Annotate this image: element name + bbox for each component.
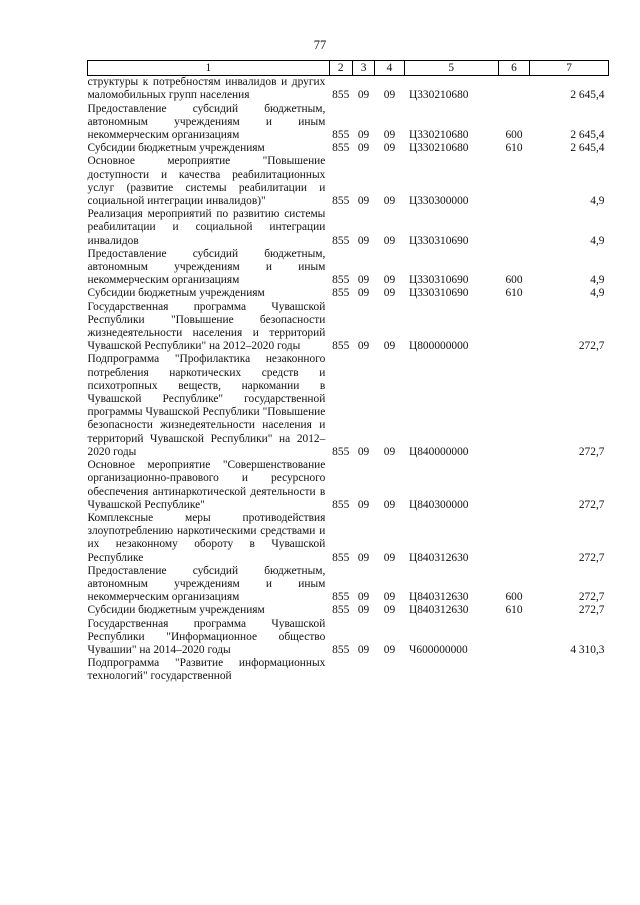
cell-expense-type: 610 — [505, 142, 523, 155]
table-row — [88, 512, 609, 565]
cell-target-article: Ц330310690 — [409, 274, 469, 287]
cell-subsection: 09 — [383, 591, 396, 604]
cell-name: Субсидии бюджетным учреждениям — [87, 287, 265, 300]
table-row — [88, 76, 609, 103]
cell-section: 09 — [357, 234, 370, 247]
cell-subsection: 09 — [383, 643, 396, 656]
cell-amount: 2 645,4 — [570, 89, 605, 102]
cell-grbs: 855 — [332, 551, 350, 564]
table-row — [88, 618, 609, 658]
cell-target-article: Ц330210680 — [409, 129, 469, 142]
table-row — [88, 301, 609, 354]
cell-subsection: 09 — [383, 340, 396, 353]
cell-grbs: 855 — [332, 234, 350, 247]
cell-section: 09 — [357, 195, 370, 208]
cell-target-article: Ц840312630 — [409, 591, 469, 604]
column-header: 1 — [88, 61, 330, 76]
cell-name: Реализация мероприятий по развитию системы реабилитации и социальной интеграции инвалидов — [87, 208, 326, 247]
cell-expense-type — [498, 208, 529, 248]
cell-grbs: 855 — [332, 643, 350, 656]
cell-expense-type — [498, 512, 529, 565]
cell-target-article: Ц330310690 — [409, 287, 469, 300]
table-row — [88, 142, 609, 155]
cell-amount: 2 645,4 — [570, 129, 605, 142]
cell-target-article: Ц330210680 — [409, 142, 469, 155]
cell-target-article: Ц840000000 — [409, 445, 469, 458]
cell-subsection: 09 — [383, 142, 396, 155]
header-row — [88, 61, 609, 76]
cell-subsection: 09 — [383, 551, 396, 564]
cell-name: Предоставление субсидий бюджетным, автономным учреждениям и иным некоммерческим организациям — [87, 564, 326, 604]
cell-name: Государственная программа Чувашской Республики "Информационное общество Чувашии" на 2014–2020 годы — [87, 617, 326, 656]
cell-name: Основное мероприятие "Совершенствование организационно-правового и ресурсного обеспечения антинаркотической деятельности в Чувашской Республике" — [87, 459, 326, 511]
cell-grbs: 855 — [332, 445, 350, 458]
table-row — [88, 565, 609, 605]
cell-grbs: 855 — [332, 274, 350, 287]
cell-section: 09 — [357, 643, 370, 656]
cell-target-article: Ц330310690 — [409, 234, 469, 247]
column-header: 4 — [375, 61, 404, 76]
cell-target-article: Ц840312630 — [409, 604, 469, 617]
cell-subsection: 09 — [383, 287, 396, 300]
cell-name: Субсидии бюджетным учреждениям — [87, 604, 265, 617]
cell-name: Подпрограмма "Развитие информационных технологий" государственной — [87, 657, 326, 683]
cell-grbs: 855 — [332, 89, 350, 102]
cell-grbs — [329, 657, 352, 683]
cell-section: 09 — [357, 551, 370, 564]
cell-grbs: 855 — [332, 195, 350, 208]
cell-grbs: 855 — [332, 129, 350, 142]
column-header: 5 — [404, 61, 498, 76]
table-row — [88, 103, 609, 143]
cell-amount: 2 645,4 — [570, 142, 605, 155]
cell-subsection: 09 — [383, 89, 396, 102]
cell-target-article: Ц330300000 — [409, 195, 469, 208]
cell-subsection: 09 — [383, 445, 396, 458]
column-header: 7 — [530, 61, 609, 76]
cell-section: 09 — [357, 142, 370, 155]
cell-section — [352, 657, 375, 683]
cell-amount: 272,7 — [578, 591, 605, 604]
cell-amount: 4,9 — [590, 287, 605, 300]
cell-name: Предоставление субсидий бюджетным, автономным учреждениям и иным некоммерческим организациям — [87, 247, 326, 287]
cell-section: 09 — [357, 129, 370, 142]
cell-grbs: 855 — [332, 591, 350, 604]
cell-section: 09 — [357, 591, 370, 604]
cell-amount: 272,7 — [578, 551, 605, 564]
cell-expense-type — [498, 618, 529, 658]
cell-expense-type — [498, 301, 529, 354]
cell-subsection — [375, 657, 404, 683]
cell-name: структуры к потребностям инвалидов и других маломобильных групп населения — [87, 76, 326, 102]
table-row — [88, 353, 609, 459]
cell-expense-type — [498, 76, 529, 103]
cell-name: Субсидии бюджетным учреждениям — [87, 142, 265, 155]
cell-section: 09 — [357, 89, 370, 102]
cell-amount: 272,7 — [578, 498, 605, 511]
cell-expense-type — [498, 459, 529, 512]
cell-amount — [530, 657, 609, 683]
cell-amount: 272,7 — [578, 340, 605, 353]
cell-name: Предоставление субсидий бюджетным, автономным учреждениям и иным некоммерческим организациям — [87, 102, 326, 142]
cell-subsection: 09 — [383, 129, 396, 142]
page-number: 77 — [313, 38, 327, 52]
cell-amount: 4 310,3 — [570, 643, 605, 656]
cell-target-article: Ц800000000 — [409, 340, 469, 353]
cell-grbs: 855 — [332, 142, 350, 155]
cell-section: 09 — [357, 340, 370, 353]
table-row — [88, 155, 609, 208]
cell-grbs: 855 — [332, 604, 350, 617]
cell-name: Комплексные меры противодействия злоупотреблению наркотическими средствами и их незаконному обороту в Чувашской Республике — [87, 511, 326, 564]
table-row — [88, 657, 609, 683]
cell-target-article: Ц840300000 — [409, 498, 469, 511]
cell-subsection: 09 — [383, 604, 396, 617]
table-body — [88, 76, 609, 684]
table-row — [88, 287, 609, 300]
column-header: 2 — [329, 61, 352, 76]
cell-section: 09 — [357, 498, 370, 511]
table-row — [88, 248, 609, 288]
cell-expense-type: 610 — [505, 287, 523, 300]
cell-subsection: 09 — [383, 274, 396, 287]
cell-name: Подпрограмма "Профилактика незаконного потребления наркотических средств и психотропных веществ, наркомании в Чувашской Республике" государственной программы Чувашской Республики "Повышение безопасности жизнедеятельности населения и территорий Чувашской Республики" на 2012–2020 годы — [87, 353, 326, 458]
cell-target-article: Ц330210680 — [409, 89, 469, 102]
cell-section: 09 — [357, 274, 370, 287]
cell-subsection: 09 — [383, 234, 396, 247]
cell-section: 09 — [357, 445, 370, 458]
cell-target-article — [404, 657, 498, 683]
cell-expense-type: 610 — [505, 604, 523, 617]
cell-amount: 272,7 — [578, 445, 605, 458]
cell-amount: 272,7 — [578, 604, 605, 617]
cell-expense-type: 600 — [505, 591, 523, 604]
cell-expense-type: 600 — [505, 274, 523, 287]
column-header: 3 — [352, 61, 375, 76]
cell-subsection: 09 — [383, 498, 396, 511]
column-header: 6 — [498, 61, 529, 76]
cell-section: 09 — [357, 604, 370, 617]
cell-section: 09 — [357, 287, 370, 300]
cell-expense-type — [498, 353, 529, 459]
cell-target-article: Ч600000000 — [409, 643, 468, 656]
cell-amount: 4,9 — [590, 274, 605, 287]
cell-amount: 4,9 — [590, 195, 605, 208]
cell-subsection: 09 — [383, 195, 396, 208]
cell-expense-type — [498, 155, 529, 208]
table-row — [88, 208, 609, 248]
cell-expense-type — [498, 657, 529, 683]
cell-grbs: 855 — [332, 340, 350, 353]
budget-table — [87, 60, 609, 684]
table-row — [88, 459, 609, 512]
cell-name: Государственная программа Чувашской Республики "Повышение безопасности жизнедеятельности населения и территорий Чувашской Республики" на 2012–2020 годы — [87, 300, 326, 353]
cell-expense-type: 600 — [505, 129, 523, 142]
table-row — [88, 604, 609, 617]
cell-amount: 4,9 — [590, 234, 605, 247]
cell-name: Основное мероприятие "Повышение доступности и качества реабилитационных услуг (развитие системы реабилитации и социальной интеграции инвалидов)" — [87, 155, 326, 208]
cell-grbs: 855 — [332, 287, 350, 300]
cell-grbs: 855 — [332, 498, 350, 511]
cell-target-article: Ц840312630 — [409, 551, 469, 564]
